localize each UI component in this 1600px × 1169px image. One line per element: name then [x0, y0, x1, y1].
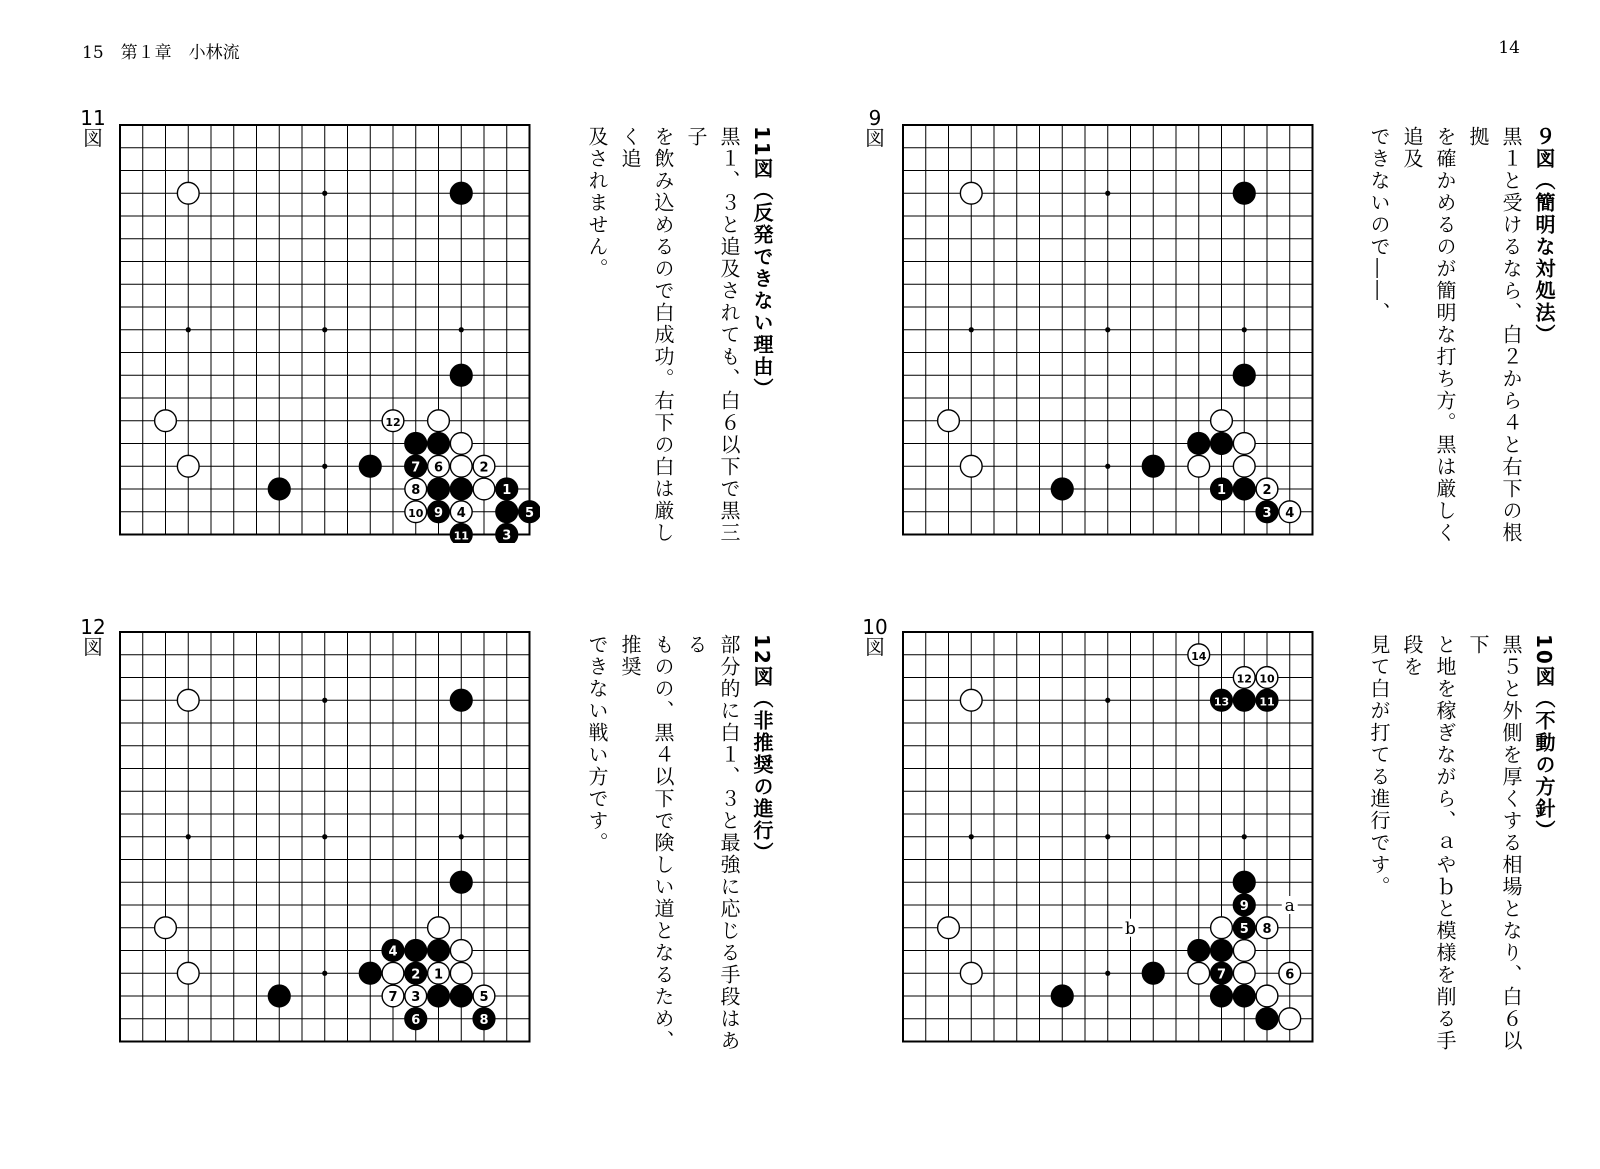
- black-stone: [405, 433, 427, 455]
- black-stone: [450, 364, 472, 386]
- white-stone: [1211, 410, 1233, 432]
- white-stone: [1233, 455, 1255, 477]
- go-board-diagram-9: [893, 115, 1323, 543]
- commentary-line: 黒１、３と追及されても、白６以下で黒三子: [684, 126, 741, 544]
- move-number: 2: [1262, 483, 1272, 498]
- black-stone: [428, 433, 450, 455]
- move-number: 3: [1262, 505, 1272, 521]
- white-stone-6: [1279, 962, 1301, 984]
- star-point: [1242, 834, 1247, 839]
- white-stone: [1233, 433, 1255, 455]
- point-label-b: [1123, 919, 1139, 939]
- go-board-diagram-11: [110, 115, 540, 543]
- white-stone: [450, 962, 472, 984]
- commentary-line: 及されません。: [585, 126, 609, 280]
- diagram-kanji: 図: [83, 635, 103, 659]
- star-point: [1105, 971, 1110, 976]
- diagram-number: 9: [868, 106, 882, 130]
- commentary-line: 黒５と外側を厚くする相場となり、白６以下: [1466, 634, 1523, 1052]
- diagram-number: 10: [862, 615, 888, 639]
- page-number: 14: [1498, 38, 1520, 58]
- black-stone: [428, 985, 450, 1007]
- white-stone-5: [473, 985, 495, 1007]
- white-stone: [177, 689, 199, 711]
- move-number: 11: [1259, 695, 1275, 709]
- star-point: [1105, 834, 1110, 839]
- black-stone-6: [405, 1008, 427, 1030]
- white-stone-4: [1279, 501, 1301, 523]
- diagram-kanji: 図: [865, 126, 885, 150]
- move-number: 1: [502, 483, 512, 498]
- commentary-line: できないので――、: [1367, 126, 1391, 324]
- white-stone: [1188, 455, 1210, 477]
- black-stone: [1211, 433, 1233, 455]
- white-stone: [155, 410, 177, 432]
- commentary-title: 10図（不動の方針）: [1532, 634, 1556, 842]
- white-stone: [428, 410, 450, 432]
- white-stone: [155, 917, 177, 939]
- diagram-number: 12: [80, 615, 106, 639]
- white-stone-12: [1233, 667, 1255, 689]
- black-stone-5: [519, 501, 540, 523]
- move-number: 8: [411, 483, 421, 498]
- white-stone: [1233, 962, 1255, 984]
- diagram-label-10: [860, 617, 890, 657]
- black-stone: [1233, 985, 1255, 1007]
- star-point: [322, 327, 327, 332]
- commentary-line: と地を稼ぎながら、ａやｂと模様を削る手段を: [1400, 634, 1457, 1052]
- black-stone: [359, 455, 381, 477]
- star-point: [459, 327, 464, 332]
- white-stone: [450, 940, 472, 962]
- white-stone: [428, 917, 450, 939]
- commentary-line: できない戦い方です。: [585, 634, 609, 854]
- move-number: 7: [411, 460, 421, 476]
- black-stone-13: [1211, 689, 1233, 711]
- star-point: [969, 327, 974, 332]
- black-stone: [1233, 871, 1255, 893]
- black-stone-7: [1211, 962, 1233, 984]
- move-number: 9: [433, 505, 444, 521]
- black-stone: [1256, 1008, 1278, 1030]
- move-number: 7: [388, 990, 398, 1005]
- move-number: 5: [524, 505, 535, 521]
- white-stone: [450, 455, 472, 477]
- move-number: 4: [388, 944, 398, 960]
- white-stone-3: [405, 985, 427, 1007]
- white-stone-6: [428, 455, 450, 477]
- commentary-12: [580, 634, 778, 1064]
- star-point: [322, 971, 327, 976]
- white-stone-8: [405, 478, 427, 500]
- white-stone: [1211, 917, 1233, 939]
- white-stone: [450, 433, 472, 455]
- white-stone: [938, 917, 960, 939]
- move-number: 8: [1262, 921, 1272, 937]
- svg-text:b: b: [1125, 918, 1136, 939]
- diagram-label-9: [860, 108, 890, 148]
- white-stone-1: [428, 962, 450, 984]
- point-label-a: [1282, 896, 1298, 916]
- diagram-label-12: [78, 617, 108, 657]
- star-point: [186, 327, 191, 332]
- white-stone: [1188, 962, 1210, 984]
- move-number: 1: [1216, 483, 1227, 498]
- move-number: 3: [411, 990, 421, 1005]
- black-stone: [428, 478, 450, 500]
- black-stone-11: [450, 524, 472, 543]
- black-stone: [1233, 364, 1255, 386]
- black-stone: [1142, 455, 1164, 477]
- black-stone: [268, 985, 290, 1007]
- black-stone: [1211, 985, 1233, 1007]
- white-stone-10: [405, 501, 427, 523]
- star-point: [322, 698, 327, 703]
- diagram-number: 11: [80, 106, 106, 130]
- white-stone: [960, 182, 982, 204]
- move-number: 6: [1285, 967, 1295, 983]
- black-stone-7: [405, 455, 427, 477]
- move-number: 13: [1213, 695, 1230, 709]
- commentary-10: [1362, 634, 1560, 1064]
- black-stone-11: [1256, 689, 1278, 711]
- white-stone: [1256, 985, 1278, 1007]
- move-number: 3: [502, 528, 512, 543]
- black-stone: [496, 501, 518, 523]
- black-stone-4: [382, 940, 404, 962]
- move-number: 8: [479, 1012, 489, 1028]
- move-number: 2: [411, 967, 421, 983]
- black-stone: [450, 871, 472, 893]
- diagram-kanji: 図: [83, 126, 103, 150]
- black-stone: [359, 962, 381, 984]
- diagram-label-11: [78, 108, 108, 148]
- move-number: 14: [1191, 649, 1207, 663]
- move-number: 1: [433, 967, 444, 983]
- black-stone-9: [1233, 894, 1255, 916]
- white-stone: [1233, 940, 1255, 962]
- go-board-diagram-12: [110, 622, 540, 1052]
- black-stone: [450, 478, 472, 500]
- white-stone: [960, 962, 982, 984]
- commentary-line: を飲み込めるので白成功。右下の白は厳しく追: [618, 126, 675, 544]
- move-number: 10: [408, 506, 424, 520]
- move-number: 5: [1239, 921, 1249, 937]
- white-stone: [938, 410, 960, 432]
- black-stone: [450, 689, 472, 711]
- move-number: 9: [1239, 899, 1249, 914]
- black-stone: [1051, 478, 1073, 500]
- move-number: 7: [1216, 967, 1227, 983]
- white-stone-10: [1256, 667, 1278, 689]
- move-number: 12: [385, 415, 401, 429]
- white-stone-14: [1188, 644, 1210, 666]
- star-point: [1105, 698, 1110, 703]
- move-number: 10: [1259, 672, 1275, 686]
- white-stone: [473, 478, 495, 500]
- black-stone-3: [496, 524, 518, 543]
- white-stone: [177, 182, 199, 204]
- white-stone-12: [382, 410, 404, 432]
- white-stone: [1279, 1008, 1301, 1030]
- move-number: 4: [1285, 505, 1295, 521]
- star-point: [1105, 464, 1110, 469]
- commentary-line: ものの、黒４以下で険しい道となるため、推奨: [618, 634, 675, 1052]
- black-stone-8: [473, 1008, 495, 1030]
- star-point: [1105, 191, 1110, 196]
- commentary-title: 12図（非推奨の進行）: [750, 634, 774, 864]
- white-stone-4: [450, 501, 472, 523]
- black-stone-5: [1233, 917, 1255, 939]
- white-stone: [960, 455, 982, 477]
- black-stone-3: [1256, 501, 1278, 523]
- black-stone: [1051, 985, 1073, 1007]
- white-stone: [177, 962, 199, 984]
- move-number: 6: [411, 1012, 421, 1028]
- move-number: 2: [479, 460, 489, 476]
- white-stone: [382, 962, 404, 984]
- black-stone: [1142, 962, 1164, 984]
- black-stone: [405, 940, 427, 962]
- star-point: [322, 464, 327, 469]
- black-stone: [268, 478, 290, 500]
- star-point: [969, 834, 974, 839]
- commentary-11: [580, 126, 778, 556]
- black-stone-2: [405, 962, 427, 984]
- commentary-line: 部分的に白１、３と最強に応じる手段はある: [684, 634, 741, 1052]
- black-stone: [450, 182, 472, 204]
- commentary-line: 見て白が打てる進行です。: [1367, 634, 1391, 898]
- go-board-diagram-10: [893, 622, 1323, 1052]
- star-point: [1105, 327, 1110, 332]
- move-number: 5: [479, 990, 489, 1005]
- star-point: [322, 834, 327, 839]
- commentary-line: を確かめるのが簡明な打ち方。黒は厳しく追及: [1400, 126, 1457, 544]
- move-number: 11: [453, 529, 469, 543]
- move-number: 12: [1236, 672, 1252, 686]
- black-stone: [1233, 478, 1255, 500]
- star-point: [459, 834, 464, 839]
- black-stone-1: [496, 478, 518, 500]
- white-stone: [960, 689, 982, 711]
- black-stone: [1188, 940, 1210, 962]
- star-point: [322, 191, 327, 196]
- diagram-kanji: 図: [865, 635, 885, 659]
- white-stone-2: [473, 455, 495, 477]
- commentary-line: 黒１と受けるなら、白２から４と右下の根拠: [1466, 126, 1523, 544]
- black-stone: [1233, 689, 1255, 711]
- black-stone: [1188, 433, 1210, 455]
- commentary-9: [1362, 126, 1560, 556]
- black-stone: [1233, 182, 1255, 204]
- running-header-left: 15 第１章 小林流: [82, 43, 240, 63]
- commentary-title: ９図（簡明な対処法）: [1532, 126, 1556, 346]
- black-stone-9: [428, 501, 450, 523]
- move-number: 4: [456, 505, 466, 521]
- white-stone-8: [1256, 917, 1278, 939]
- white-stone-7: [382, 985, 404, 1007]
- white-stone-2: [1256, 478, 1278, 500]
- black-stone: [1211, 940, 1233, 962]
- svg-text:a: a: [1284, 896, 1295, 916]
- white-stone: [177, 455, 199, 477]
- black-stone: [428, 940, 450, 962]
- star-point: [1242, 327, 1247, 332]
- move-number: 6: [433, 460, 444, 476]
- commentary-title: 11図（反発できない理由）: [750, 126, 774, 400]
- star-point: [186, 834, 191, 839]
- black-stone-1: [1211, 478, 1233, 500]
- black-stone: [450, 985, 472, 1007]
